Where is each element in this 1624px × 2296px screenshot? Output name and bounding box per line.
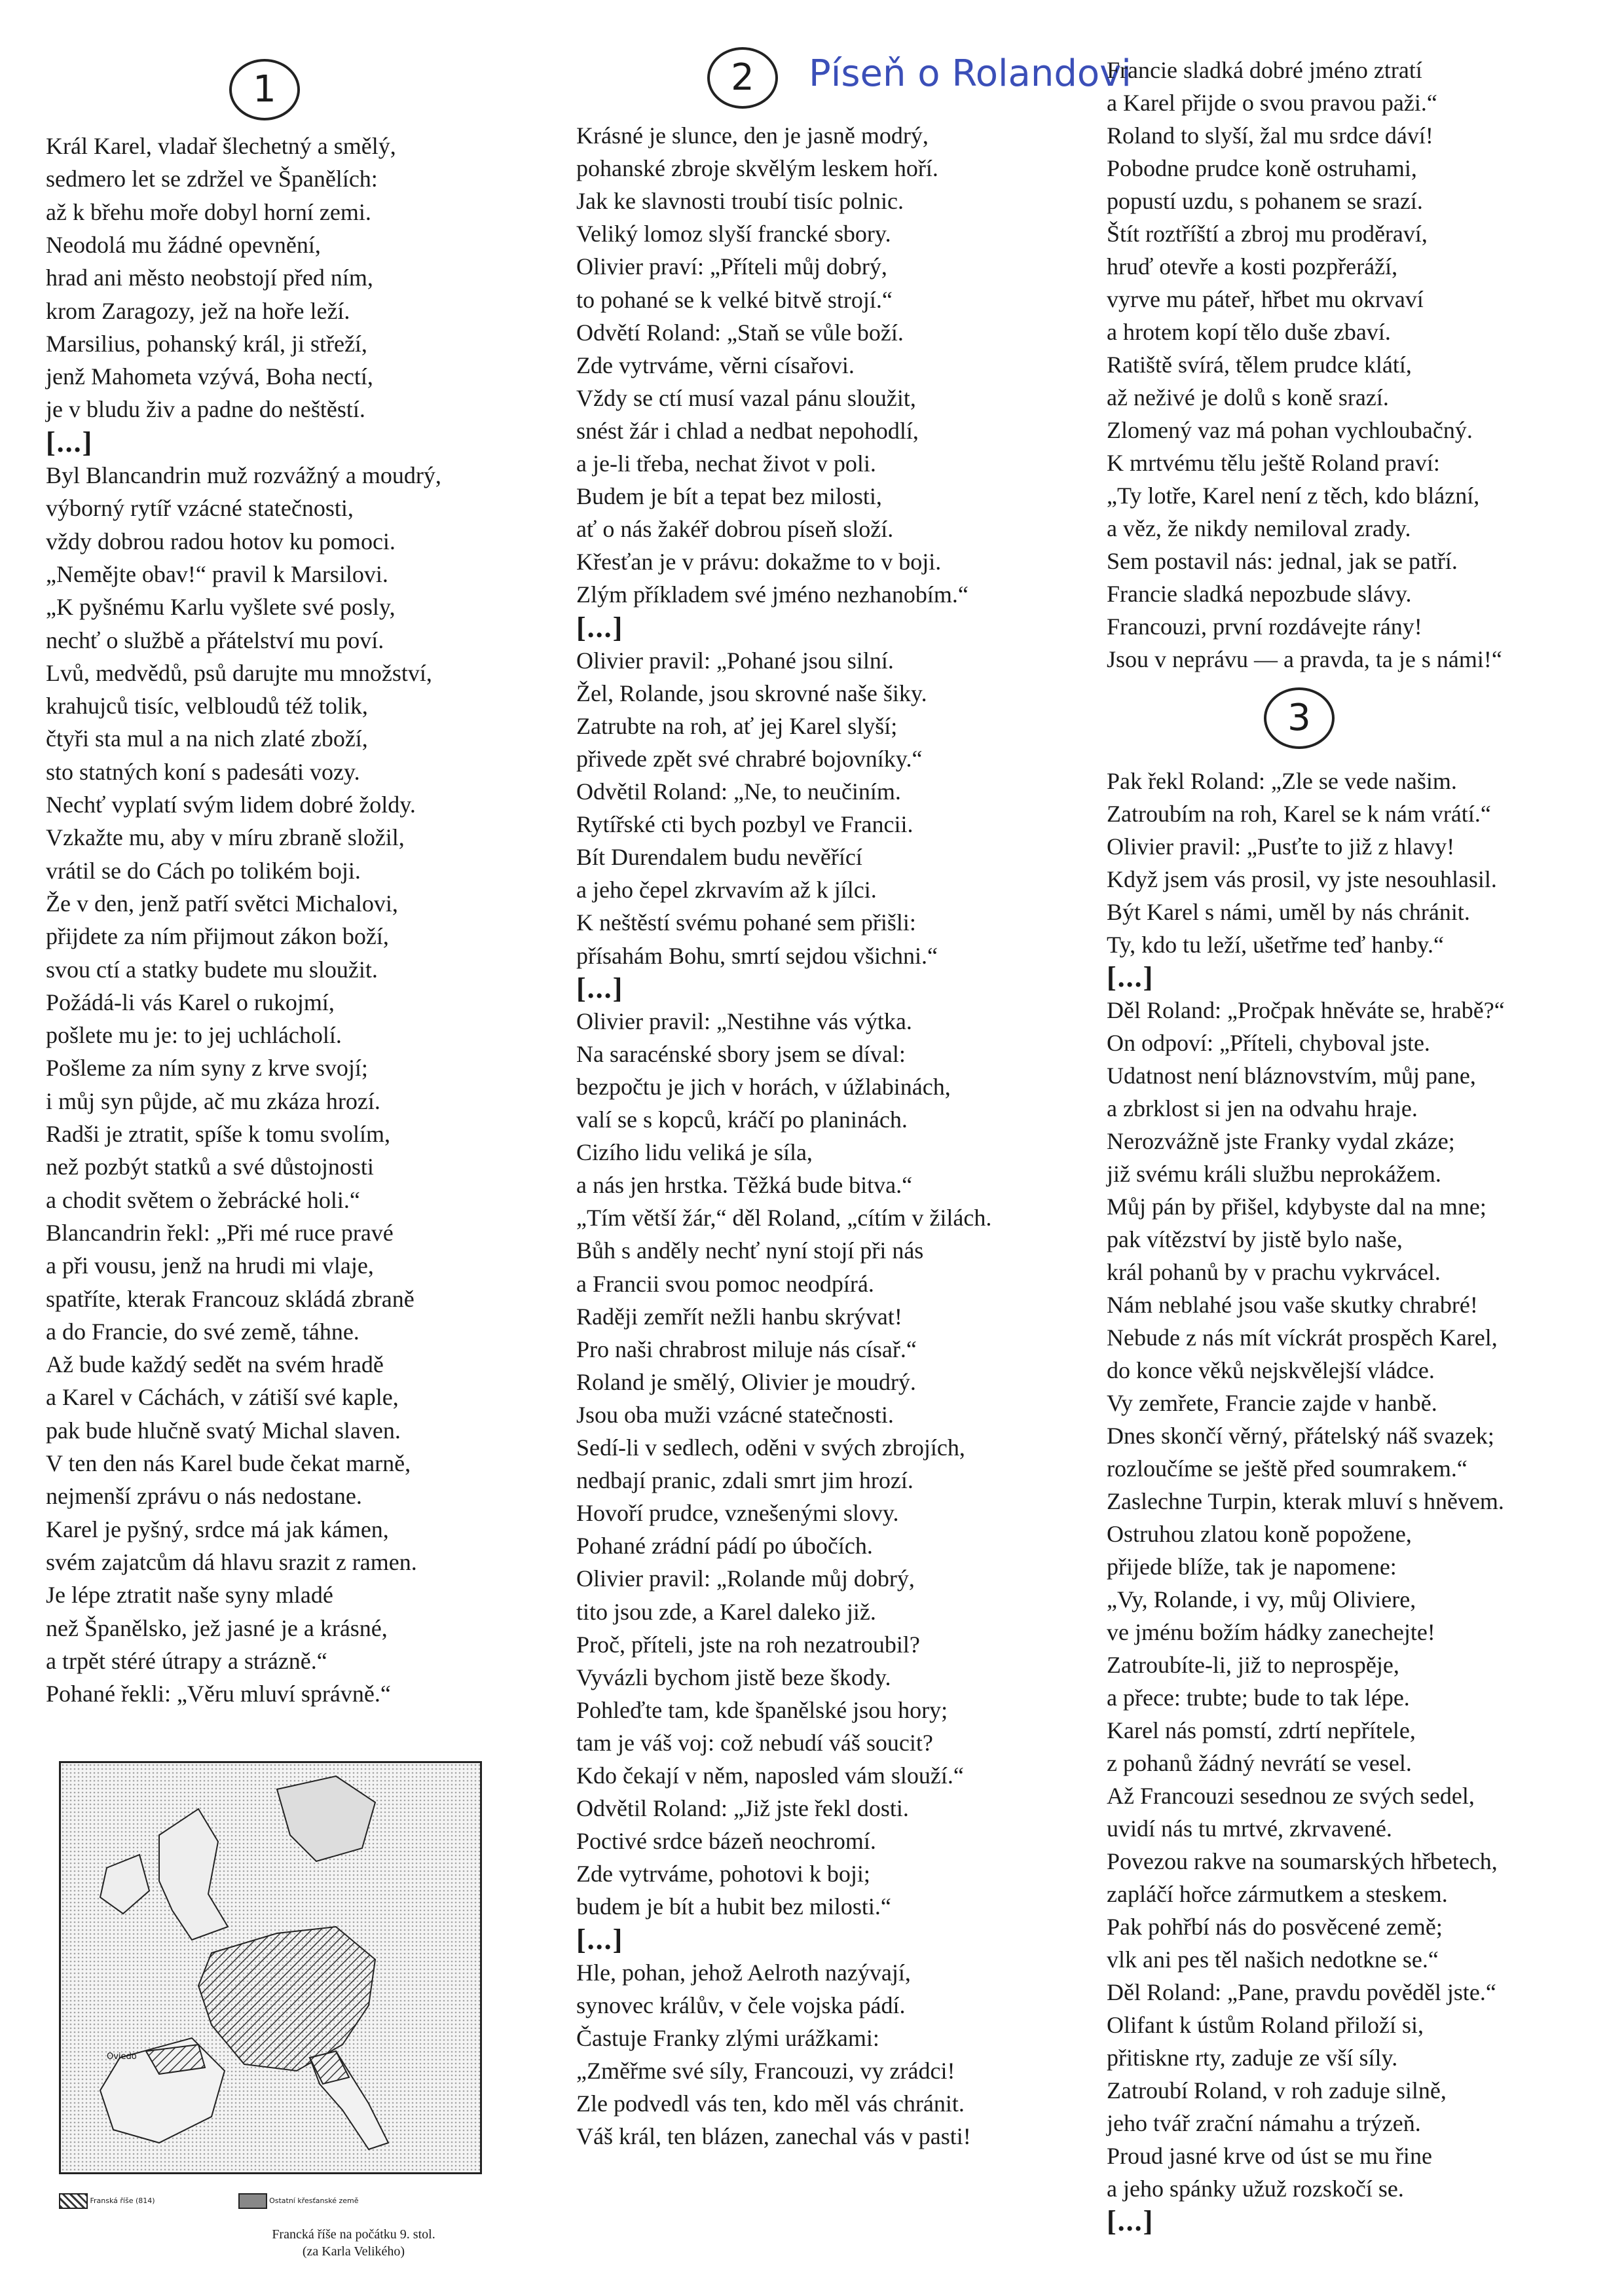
verse-line: krom Zaragozy, jež na hoře leží. <box>46 297 350 324</box>
verse-line: sedmero let se zdržel ve Španělích: <box>46 166 378 192</box>
verse-line: čtyři sta mul a na nich zlaté zboží, <box>46 725 368 752</box>
verse-line: z pohanů žádný nevrátí se vesel. <box>1107 1750 1412 1776</box>
verse-line: Zatrubte na roh, ať jej Karel slyší; <box>576 712 898 739</box>
verse-line: tito jsou zde, a Karel daleko již. <box>576 1598 876 1625</box>
verse-line: až neživé je dolů s koně srazí. <box>1107 384 1389 410</box>
verse-line: Proud jasné krve od úst se mu řine <box>1107 2143 1432 2169</box>
verse-line: tam je váš voj: což nebudí váš soucit? <box>576 1729 933 1756</box>
verse-line: Zatroubíte-li, již to neprospěje, <box>1107 1652 1399 1678</box>
verse-line: uvidí nás tu mrtvé, zkrvavené. <box>1107 1815 1392 1842</box>
verse-line: Zde vytrváme, věrni císařovi. <box>576 352 855 378</box>
verse-line: Nerozvážně jste Franky vydal zkáze; <box>1107 1128 1455 1154</box>
verse-line: Pohleďte tam, kde španělské jsou hory; <box>576 1696 948 1723</box>
verse-line: pak bude hlučně svatý Michal slaven. <box>46 1417 401 1444</box>
verse-line: a Karel přijde o svou pravou paži.“ <box>1107 90 1437 116</box>
verse-line: i můj syn půjde, ač mu zkáza hrozí. <box>46 1087 380 1114</box>
verse-line: Udatnost není bláznovstvím, můj pane, <box>1107 1063 1476 1089</box>
verse-line: Olifant k ústům Roland přiloží si, <box>1107 2012 1424 2038</box>
handwritten-title: Píseň o Rolandovi <box>809 52 1132 95</box>
map-label-oviedo: Oviedo <box>107 2052 137 2062</box>
verse-line: jeho tvář zrační námahu a trýzeň. <box>1107 2110 1421 2136</box>
verse-line: Lvů, medvědů, psů darujte mu množství, <box>46 659 432 686</box>
verse-line: Olivier pravil: „Nestihne vás výtka. <box>576 1008 912 1034</box>
verse-line: Žel, Rolande, jsou skrovné naše šiky. <box>576 680 927 706</box>
verse-line: a nás jen hrstka. Těžká bude bitva.“ <box>576 1172 913 1199</box>
verse-line: přísahám Bohu, smrtí sejdou všichni.“ <box>576 942 938 969</box>
verse-line: Až Francouzi sesednou ze svých sedel, <box>1107 1783 1475 1809</box>
verse-line: Vždy se ctí musí vazal pánu sloužit, <box>576 384 916 411</box>
verse-line: a jeho spánky užuž rozskočí se. <box>1107 2176 1404 2202</box>
verse-line: ať o nás žakéř dobrou píseň složí. <box>576 516 894 543</box>
verse-line: Veliký lomoz slyší francké sbory. <box>576 221 891 247</box>
verse-line: Povezou rakve na soumarských hřbetech, <box>1107 1848 1498 1874</box>
verse-line: Cizího lidu veliká je síla, <box>576 1139 813 1166</box>
verse-line: Krásné je slunce, den je jasně modrý, <box>576 122 929 149</box>
verse-line: Zlým příkladem své jméno nezhanobím.“ <box>576 581 969 608</box>
verse-line: Olivier pravil: „Pohané jsou silní. <box>576 647 894 674</box>
verse-line: Sedí-li v sedlech, oděni v svých zbrojích, <box>576 1434 965 1461</box>
verse-line: Pak pohřbí nás do posvěcené země; <box>1107 1914 1443 1940</box>
verse-line: Olivier pravil: „Pusťte to již z hlavy! <box>1107 833 1455 860</box>
verse-line: Váš král, ten blázen, zanechal vás v pasti! <box>576 2123 971 2150</box>
verse-line: [...] <box>576 972 624 1004</box>
verse-line: přijede blíže, tak je napomene: <box>1107 1554 1397 1580</box>
verse-line: Zlomený vaz má pohan vychloubačný. <box>1107 417 1473 443</box>
verse-line: pohanské zbroje skvělým leskem hoří. <box>576 155 938 182</box>
verse-line: K neštěstí svému pohané sem přišli: <box>576 909 916 936</box>
verse-line: On odpoví: „Příteli, chyboval jste. <box>1107 1030 1430 1056</box>
verse-line: Jak ke slavnosti troubí tisíc polnic. <box>576 188 904 215</box>
verse-line: svou ctí a statky budete mu sloužit. <box>46 956 378 983</box>
verse-line: Radši je ztratit, spíše k tomu svolím, <box>46 1121 390 1147</box>
verse-line: valí se s kopců, kráčí po planinách. <box>576 1106 908 1133</box>
verse-line: „Nemějte obav!“ pravil k Marsilovi. <box>46 560 388 587</box>
verse-line: [...] <box>46 426 94 458</box>
verse-line: Je lépe ztratit naše syny mladé <box>46 1582 333 1609</box>
verse-line: Děl Roland: „Pane, pravdu pověděl jste.“ <box>1107 1979 1496 2005</box>
verse-line: Dnes skončí věrný, přátelský náš svazek; <box>1107 1423 1494 1449</box>
verse-line: Pak řekl Roland: „Zle se vede našim. <box>1107 768 1457 794</box>
verse-line: jenž Mahometa vzývá, Boha nectí, <box>46 363 373 390</box>
verse-line: a je-li třeba, nechat život v poli. <box>576 450 876 477</box>
verse-line: Ty, kdo tu leží, ušetřme teď hanby.“ <box>1107 932 1444 958</box>
verse-line: vždy dobrou radou hotov ku pomoci. <box>46 528 396 555</box>
map-frankish-empire <box>59 1761 482 2174</box>
verse-line: ve jménu božím hádky zanechejte! <box>1107 1619 1435 1645</box>
verse-line: než pozbýt statků a své důstojnosti <box>46 1154 374 1180</box>
verse-line: budem je bít a hubit bez milosti.“ <box>576 1893 891 1920</box>
verse-line: snést žár i chlad a nedbat nepohodlí, <box>576 417 919 444</box>
verse-line: nechť o službě a přátelství mu poví. <box>46 627 384 653</box>
section-number-2: 2 <box>707 47 778 109</box>
verse-line: „Ty lotře, Karel není z těch, kdo blázní, <box>1107 483 1480 509</box>
verse-line: přitiskne rty, zaduje ze vší síly. <box>1107 2045 1398 2071</box>
verse-line: Vy zemřete, Francie zajde v hanbě. <box>1107 1390 1437 1416</box>
verse-line: a trpět stéré útrapy a strázně.“ <box>46 1647 327 1674</box>
verse-line: „K pyšnému Karlu vyšlete své posly, <box>46 594 396 621</box>
verse-line: [...] <box>576 611 624 644</box>
legend-dependent-swatch <box>238 2193 267 2209</box>
verse-line: Král Karel, vladař šlechetný a smělý, <box>46 133 396 159</box>
verse-line: nejmenší zprávu o nás nedostane. <box>46 1483 362 1510</box>
verse-line: Být Karel s námi, uměl by nás chránit. <box>1107 899 1470 925</box>
verse-line: Ostruhou zlatou koně popožene, <box>1107 1521 1412 1547</box>
verse-line: Karel je pyšný, srdce má jak kámen, <box>46 1516 389 1542</box>
verse-line: Francouzi, první rozdávejte rány! <box>1107 613 1422 640</box>
verse-line: a věz, že nikdy nemiloval zrady. <box>1107 515 1411 541</box>
verse-line: spatříte, kterak Francouz skládá zbraně <box>46 1285 415 1312</box>
verse-line: Francie sladká dobré jméno ztratí <box>1107 57 1422 83</box>
verse-line: Olivier pravil: „Rolande můj dobrý, <box>576 1565 915 1592</box>
verse-line: Jsou oba muži vzácné statečnosti. <box>576 1401 894 1428</box>
verse-line: zapláčí hořce zármutkem a steskem. <box>1107 1881 1448 1907</box>
verse-line: [...] <box>1107 961 1154 993</box>
verse-line: Děl Roland: „Pročpak hněváte se, hrabě?“ <box>1107 997 1505 1023</box>
verse-line: Bůh s anděly nechť nyní stojí při nás <box>576 1237 924 1264</box>
verse-line: „Vy, Rolande, i vy, můj Oliviere, <box>1107 1586 1416 1613</box>
verse-line: je v bludu živ a padne do neštěstí. <box>46 396 365 423</box>
verse-line: Nebude z nás mít víckrát prospěch Karel, <box>1107 1324 1498 1351</box>
verse-line: a Karel v Cáchách, v zátiší své kaple, <box>46 1384 399 1411</box>
verse-line: Ratiště svírá, tělem prudce klátí, <box>1107 352 1412 378</box>
verse-line: [...] <box>1107 2205 1154 2237</box>
map-caption <box>216 2226 491 2260</box>
verse-line: hruď otevře a kosti pozpřeráží, <box>1107 253 1398 280</box>
verse-line: Odvětil Roland: „Ne, to neučiním. <box>576 778 901 805</box>
verse-line: sto statných koní s padesáti vozy. <box>46 758 360 785</box>
verse-line: Štít roztříští a zbroj mu proděraví, <box>1107 221 1428 247</box>
verse-line: Poctivé srdce bázeň neochromí. <box>576 1828 876 1855</box>
verse-line: a chodit světem o žebrácké holi.“ <box>46 1186 360 1213</box>
map-caption-line-1: Francká říše na počátku 9. stol. <box>272 2227 435 2242</box>
verse-line: Můj pán by přišel, kdybyste dal na mne; <box>1107 1194 1486 1220</box>
verse-line: do konce věků nejskvělejší vládce. <box>1107 1357 1435 1383</box>
section-number-1: 1 <box>229 59 300 120</box>
verse-line: Blancandrin řekl: „Při mé ruce pravé <box>46 1219 394 1246</box>
verse-line: již svému králi službu neprokážem. <box>1107 1161 1441 1187</box>
verse-line: K mrtvému tělu ještě Roland praví: <box>1107 450 1440 476</box>
verse-line: Pošleme za ním syny z krve svojí; <box>46 1055 368 1082</box>
map-graphic <box>61 1763 480 2172</box>
verse-line: Křesťan je v právu: dokažme to v boji. <box>576 549 942 575</box>
verse-line: než Španělsko, jež jasné je a krásné, <box>46 1614 388 1641</box>
verse-line: Zle podvedl vás ten, kdo měl vás chránit. <box>576 2090 965 2117</box>
verse-line: nedbají pranic, zdali smrt jim hrozí. <box>576 1467 913 1494</box>
verse-line: a přece: trubte; bude to tak lépe. <box>1107 1685 1410 1711</box>
section-number-3: 3 <box>1264 687 1335 749</box>
verse-line: Pobodne prudce koně ostruhami, <box>1107 155 1417 181</box>
verse-line: přijdete za ním přijmout zákon boží, <box>46 923 389 950</box>
verse-line: bezpočtu je jich v horách, v úžlabinách, <box>576 1073 951 1100</box>
verse-line: Pro naši chrabrost miluje nás císař.“ <box>576 1336 917 1362</box>
verse-line: vyrve mu páteř, hřbet mu okrvaví <box>1107 286 1424 312</box>
verse-line: Až bude každý sedět na svém hradě <box>46 1351 384 1378</box>
verse-line: popustí uzdu, s pohanem se srazí. <box>1107 188 1423 214</box>
verse-line: Olivier praví: „Příteli můj dobrý, <box>576 253 887 280</box>
verse-line: Neodolá mu žádné opevnění, <box>46 231 321 258</box>
verse-line: a zbrklost si jen na odvahu hraje. <box>1107 1095 1418 1121</box>
verse-line: V ten den nás Karel bude čekat marně, <box>46 1450 411 1476</box>
verse-line: Nám neblahé jsou vaše skutky chrabré! <box>1107 1292 1478 1318</box>
verse-line: Raději zemřít nežli hanbu skrývat! <box>576 1303 902 1330</box>
verse-line: Odvětil Roland: „Již jste řekl dosti. <box>576 1795 909 1822</box>
verse-line: a Francii svou pomoc neodpírá. <box>576 1270 874 1297</box>
verse-line: Požádá-li vás Karel o rukojmí, <box>46 989 335 1015</box>
verse-line: Jsou v neprávu — a pravda, ta je s námi!“ <box>1107 646 1502 672</box>
verse-line: rozloučíme se ještě před soumrakem.“ <box>1107 1455 1467 1482</box>
verse-line: vlk ani pes těl našich nedotkne se.“ <box>1107 1946 1439 1973</box>
verse-line: Vzkažte mu, aby v míru zbraně složil, <box>46 824 405 851</box>
legend-empire-swatch <box>59 2193 88 2209</box>
verse-line: Pohané řekli: „Věru mluví správně.“ <box>46 1681 391 1707</box>
verse-line: [...] <box>576 1923 624 1956</box>
verse-line: a do Francie, do své země, táhne. <box>46 1318 360 1345</box>
verse-line: Bít Durendalem budu nevěřící <box>576 844 862 871</box>
verse-line: Roland je smělý, Olivier je moudrý. <box>576 1368 916 1395</box>
verse-line: Vyvázli bychom jistě beze škody. <box>576 1664 891 1690</box>
verse-line: Když jsem vás prosil, vy jste nesouhlasil. <box>1107 866 1497 892</box>
verse-line: Hovoří prudce, vznešenými slovy. <box>576 1500 899 1527</box>
legend-dependent-label: Ostatní křesťanské země <box>269 2196 359 2205</box>
verse-line: Zatroubím na roh, Karel se k nám vrátí.“ <box>1107 801 1491 827</box>
verse-line: až k břehu moře dobyl horní zemi. <box>46 198 371 225</box>
verse-line: to pohané se k velké bitvě strojí.“ <box>576 286 893 313</box>
verse-line: pošlete mu je: to jej uchlácholí. <box>46 1022 342 1049</box>
verse-line: Budem je bít a tepat bez milosti, <box>576 483 882 510</box>
verse-line: Zatroubí Roland, v roh zaduje silně, <box>1107 2077 1447 2104</box>
verse-line: Zaslechne Turpin, kterak mluví s hněvem. <box>1107 1488 1504 1514</box>
verse-line: Roland to slyší, žal mu srdce dáví! <box>1107 122 1433 149</box>
verse-line: Na saracénské sbory jsem se díval: <box>576 1040 906 1067</box>
verse-line: výborný rytíř vzácné statečnosti, <box>46 495 354 522</box>
map-caption-line-2: (za Karla Velikého) <box>302 2244 405 2259</box>
verse-line: synovec králův, v čele vojska pádí. <box>576 1992 906 2018</box>
verse-line: Karel nás pomstí, zdrtí nepřítele, <box>1107 1717 1416 1743</box>
verse-line: „Tím větší žár,“ děl Roland, „cítím v žilách. <box>576 1205 992 1231</box>
verse-line: Že v den, jenž patří světci Michalovi, <box>46 890 398 917</box>
verse-line: „Změřme své síly, Francouzi, vy zrádci! <box>576 2057 955 2084</box>
verse-line: Pohané zrádní pádí po úbočích. <box>576 1533 873 1559</box>
verse-line: a hrotem kopí tělo duše zbaví. <box>1107 319 1391 345</box>
verse-line: a při vousu, jenž na hrudi mi vlaje, <box>46 1252 374 1279</box>
verse-line: Odvětí Roland: „Staň se vůle boží. <box>576 319 904 346</box>
verse-line: pak vítězství by jistě bylo naše, <box>1107 1226 1403 1252</box>
verse-line: vrátil se do Cách po tolikém boji. <box>46 857 361 884</box>
verse-line: Hle, pohan, jehož Aelroth nazývají, <box>576 1959 911 1986</box>
verse-line: svém zajatcům dá hlavu srazit z ramen. <box>46 1548 417 1575</box>
verse-line: krahujců tisíc, velbloudů též tolik, <box>46 693 368 720</box>
verse-line: Nechť vyplatí svým lidem dobré žoldy. <box>46 792 416 818</box>
verse-line: Častuje Franky zlými urážkami: <box>576 2024 879 2051</box>
verse-line: hrad ani město neobstojí před ním, <box>46 264 373 291</box>
legend-empire-label: Franská říše (814) <box>90 2196 155 2205</box>
verse-line: a jeho čepel zkrvavím až k jílci. <box>576 877 877 903</box>
verse-line: Zde vytrváme, pohotovi k boji; <box>576 1861 870 1887</box>
verse-line: Marsilius, pohanský král, ji střeží, <box>46 330 367 357</box>
verse-line: Francie sladká nepozbude slávy. <box>1107 581 1412 607</box>
verse-line: Proč, příteli, jste na roh nezatroubil? <box>576 1631 920 1658</box>
verse-line: přivede zpět své chrabré bojovníky.“ <box>576 745 923 772</box>
verse-line: Byl Blancandrin muž rozvážný a moudrý, <box>46 462 441 488</box>
verse-line: král pohanů by v prachu vykrvácel. <box>1107 1259 1441 1285</box>
verse-line: Rytířské cti bych pozbyl ve Francii. <box>576 811 913 838</box>
map-legend <box>59 2193 478 2213</box>
verse-line: Sem postavil nás: jednal, jak se patří. <box>1107 548 1458 574</box>
verse-line: Kdo čekají v něm, naposled vám slouží.“ <box>576 1762 964 1789</box>
